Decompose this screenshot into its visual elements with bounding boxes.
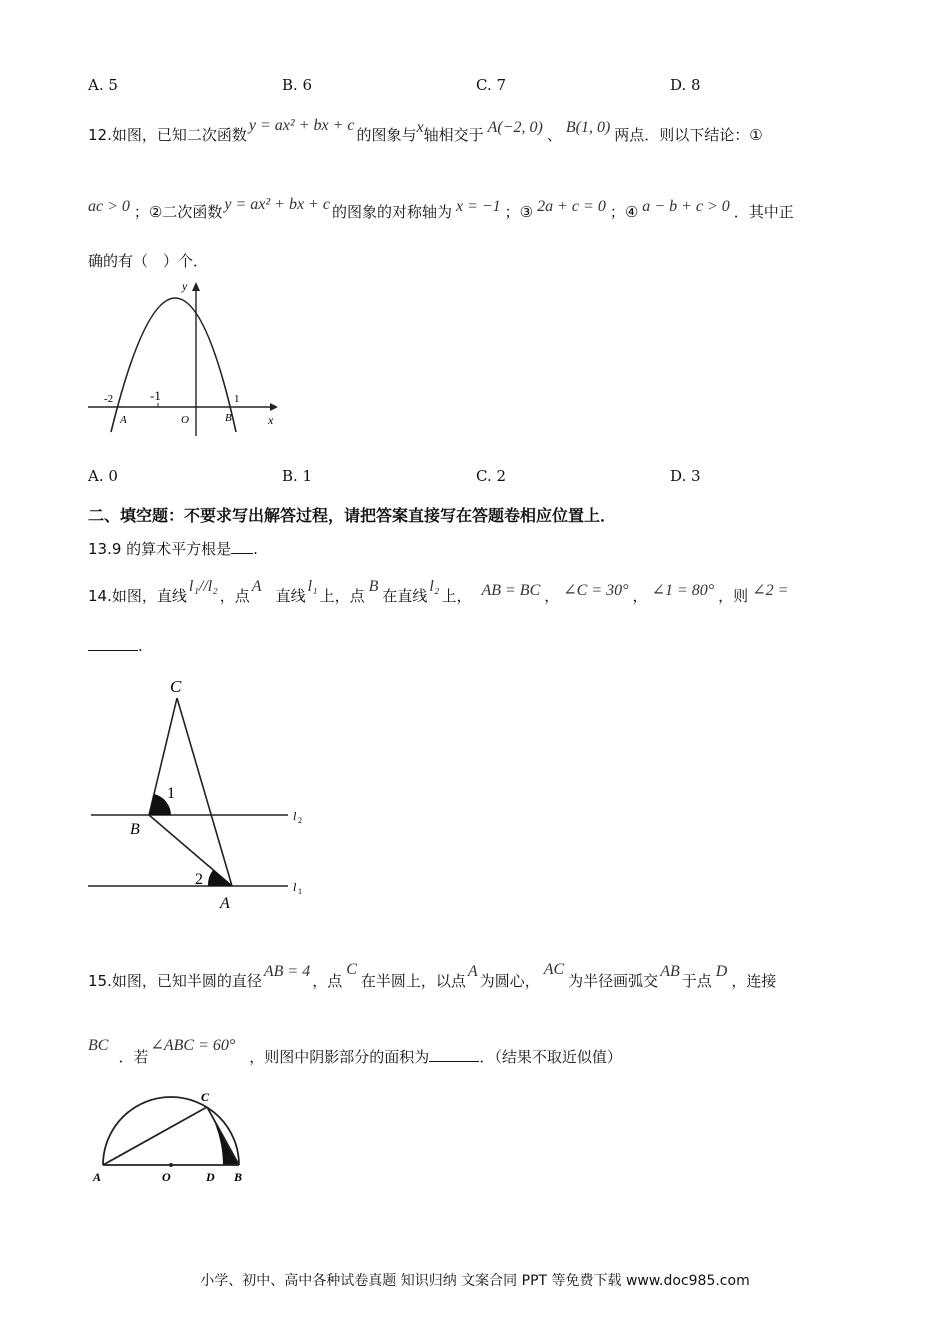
- q15-semicircle-figure: [88, 1080, 258, 1190]
- segment-ca: [177, 698, 232, 886]
- q12-line-1: 12.如图，已知二次函数y = ax² + bx + c的图象与x轴相交于 A(−2, 0) 、 B(1, 0) 两点．则以下结论：①: [88, 117, 763, 144]
- x-axis-label: x: [268, 413, 274, 427]
- q14-eq-angle-1: ∠1 = 80°: [651, 582, 715, 599]
- q12-axis-equation: x = −1: [455, 198, 501, 215]
- q12-parabola-graph: [88, 278, 288, 443]
- label-l1: l: [293, 880, 297, 894]
- q12-point-a: A(−2, 0): [487, 119, 543, 136]
- q12-option-a: A. 0: [88, 467, 118, 485]
- label-l2: l: [293, 809, 297, 823]
- label-angle-1: 1: [167, 785, 175, 802]
- label-b: B: [130, 821, 140, 838]
- q14-parallel: l₁//l₂: [188, 578, 218, 595]
- q12-line-3: 确的有（ ）个．: [88, 252, 209, 270]
- label-c: C: [170, 677, 182, 696]
- label-l1-sub: 1: [298, 887, 302, 896]
- label-point-a: A: [120, 414, 127, 426]
- label-b: B: [234, 1170, 243, 1184]
- label-neg2: -2: [104, 393, 114, 405]
- segment-ac: [103, 1107, 207, 1165]
- label-point-b: B: [225, 412, 232, 424]
- q14-line-1: 14.如图，直线l₁//l₂，点A直线l₁上，点B在直线l₂上， AB = BC ， ∠C = 30° ， ∠1 = 80° ，则 ∠2 =: [88, 578, 789, 605]
- q12-option-b: B. 1: [282, 467, 313, 485]
- q14-eq-ab-bc: AB = BC: [481, 582, 541, 599]
- q12-option-d: D. 3: [670, 467, 701, 485]
- q15-line-1: 15.如图，已知半圆的直径AB = 4，点C在半圆上，以点A为圆心，AC为半径画弧交AB于点D，连接: [88, 961, 777, 990]
- q11-option-a: A. 5: [88, 76, 118, 94]
- q15-eq-ab: AB = 4: [263, 963, 311, 980]
- page-footer: 小学、初中、高中各种试卷真题 知识归纳 文案合同 PPT 等免费下载 www.doc985.com: [200, 1273, 750, 1289]
- label-one: 1: [234, 393, 240, 405]
- q15-eq-angle-abc: ∠ABC = 60°: [150, 1037, 236, 1054]
- y-axis-arrow: [192, 282, 200, 291]
- label-c: C: [201, 1090, 210, 1104]
- label-o: O: [162, 1170, 171, 1184]
- q11-option-d: D. 8: [670, 76, 701, 94]
- label-angle-2: 2: [195, 871, 203, 888]
- q14-line-2: .: [88, 636, 143, 655]
- q11-option-b: B. 6: [282, 76, 313, 94]
- label-d: D: [206, 1170, 215, 1184]
- q15-number: 15.: [88, 972, 112, 990]
- q15-line-2: BC．若∠ABC = 60°，则图中阴影部分的面积为 ．（结果不取近似值）: [88, 1037, 622, 1066]
- q14-eq-angle-2: ∠2 =: [752, 582, 789, 599]
- label-neg1: -1: [150, 388, 161, 403]
- q12-point-b: B(1, 0): [565, 119, 611, 136]
- section-heading-fill-in: 二、填空题：不要求写出解答过程，请把答案直接写在答题卷相应位置上．: [88, 506, 617, 525]
- q15-answer-blank: [429, 1047, 479, 1062]
- q14-answer-blank: [88, 636, 138, 651]
- center-point: [169, 1163, 173, 1167]
- q13-text: 13.9 的算术平方根是 .: [88, 540, 258, 558]
- q12-line-2: ac > 0 ；②二次函数 y = ax² + bx + c 的图象的对称轴为 x = −1 ；③ 2a + c = 0 ；④ a − b + c > 0 ．其中正: [88, 196, 794, 221]
- q12-number: 12.: [88, 126, 112, 144]
- q12-option-c: C. 2: [476, 467, 507, 485]
- q12-conclusion-3: 2a + c = 0: [537, 198, 606, 215]
- q12-function-equation: y = ax² + bx + c: [248, 117, 355, 134]
- label-origin: O: [181, 414, 189, 426]
- label-a: A: [220, 895, 230, 912]
- q14-eq-angle-c: ∠C = 30°: [563, 582, 629, 599]
- q13-answer-blank: [231, 539, 253, 554]
- q14-number: 14.: [88, 587, 112, 605]
- label-a: A: [93, 1170, 102, 1184]
- q14-parallel-lines-figure: [88, 672, 318, 917]
- q11-option-c: C. 7: [476, 76, 507, 94]
- segment-ba: [149, 815, 232, 886]
- label-l2-sub: 2: [298, 816, 302, 825]
- y-axis-label: y: [182, 279, 188, 293]
- x-axis-arrow: [270, 403, 278, 411]
- q12-conclusion-1: ac > 0: [88, 198, 130, 215]
- q12-conclusion-4: a − b + c > 0: [642, 198, 730, 215]
- parabola-curve: [111, 298, 236, 432]
